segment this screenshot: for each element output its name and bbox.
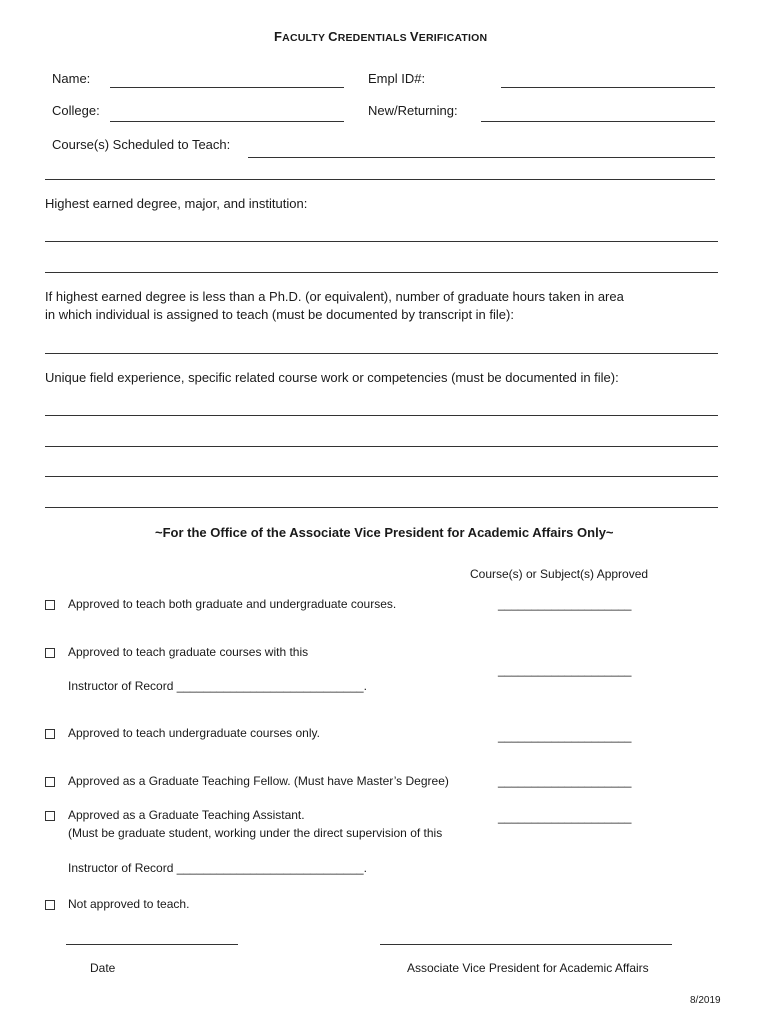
new-returning-field[interactable]: [481, 121, 715, 122]
gta-note: (Must be graduate student, working under the direct supervision of this: [68, 826, 443, 840]
option-gtf-label: Approved as a Graduate Teaching Fellow. (Must have Master’s Degree): [68, 774, 449, 788]
grad-hours-prompt-line-1: If highest earned degree is less than a Ph.D. (or equivalent), number of graduate hours taken in area: [45, 289, 624, 304]
name-field[interactable]: [110, 87, 344, 88]
approved-blank-2[interactable]: ____________________: [498, 663, 632, 677]
new-returning-label: New/Returning:: [368, 103, 458, 118]
option-both-levels-label: Approved to teach both graduate and undergraduate courses.: [68, 597, 397, 611]
option-not-approved-label: Not approved to teach.: [68, 897, 190, 911]
approved-blank-1[interactable]: ____________________: [498, 597, 632, 611]
instructor-of-record-1[interactable]: Instructor of Record ____________________________.: [68, 679, 367, 693]
name-label: Name:: [52, 71, 91, 86]
checkbox-undergraduate-only[interactable]: [45, 729, 55, 739]
checkbox-gta[interactable]: [45, 811, 55, 821]
approved-blank-4[interactable]: ____________________: [498, 774, 632, 788]
grad-hours-field[interactable]: [45, 353, 718, 354]
option-gta-label: Approved as a Graduate Teaching Assistant.: [68, 808, 305, 822]
degree-field-line-1[interactable]: [45, 241, 718, 242]
checkbox-gtf[interactable]: [45, 777, 55, 787]
experience-field-line-1[interactable]: [45, 415, 718, 416]
empl-id-field[interactable]: [501, 87, 715, 88]
date-signature-line[interactable]: [66, 944, 238, 945]
instructor-of-record-2[interactable]: Instructor of Record ____________________________.: [68, 861, 367, 875]
courses-field[interactable]: [248, 157, 715, 158]
college-label: College:: [52, 103, 100, 118]
approved-blank-3[interactable]: ____________________: [498, 729, 632, 743]
checkbox-not-approved[interactable]: [45, 900, 55, 910]
date-label: Date: [90, 961, 116, 975]
approved-column-header: Course(s) or Subject(s) Approved: [470, 567, 649, 581]
checkbox-both-levels[interactable]: [45, 600, 55, 610]
courses-label: Course(s) Scheduled to Teach:: [52, 137, 231, 152]
empl-id-label: Empl ID#:: [368, 71, 426, 86]
experience-field-line-3[interactable]: [45, 476, 718, 477]
college-field[interactable]: [110, 121, 344, 122]
option-undergraduate-label: Approved to teach undergraduate courses only.: [68, 726, 320, 740]
avp-label: Associate Vice President for Academic Affairs: [407, 961, 649, 975]
degree-prompt: Highest earned degree, major, and institution:: [45, 196, 308, 211]
degree-field-line-2[interactable]: [45, 272, 718, 273]
grad-hours-prompt-line-2: in which individual is assigned to teach (must be documented by transcript in file):: [45, 307, 514, 322]
checkbox-graduate-only[interactable]: [45, 648, 55, 658]
courses-field-line-2[interactable]: [45, 179, 715, 180]
experience-prompt: Unique field experience, specific related course work or competencies (must be documented in file):: [45, 370, 619, 385]
experience-field-line-4[interactable]: [45, 507, 718, 508]
form-title: FACULTY CREDENTIALS VERIFICATION: [274, 29, 488, 44]
avp-signature-line[interactable]: [380, 944, 672, 945]
option-graduate-label: Approved to teach graduate courses with this: [68, 645, 309, 659]
office-heading: ~For the Office of the Associate Vice President for Academic Affairs Only~: [155, 525, 614, 540]
revision-date: 8/2019: [690, 995, 721, 1006]
experience-field-line-2[interactable]: [45, 446, 718, 447]
approved-blank-5[interactable]: ____________________: [498, 810, 632, 824]
